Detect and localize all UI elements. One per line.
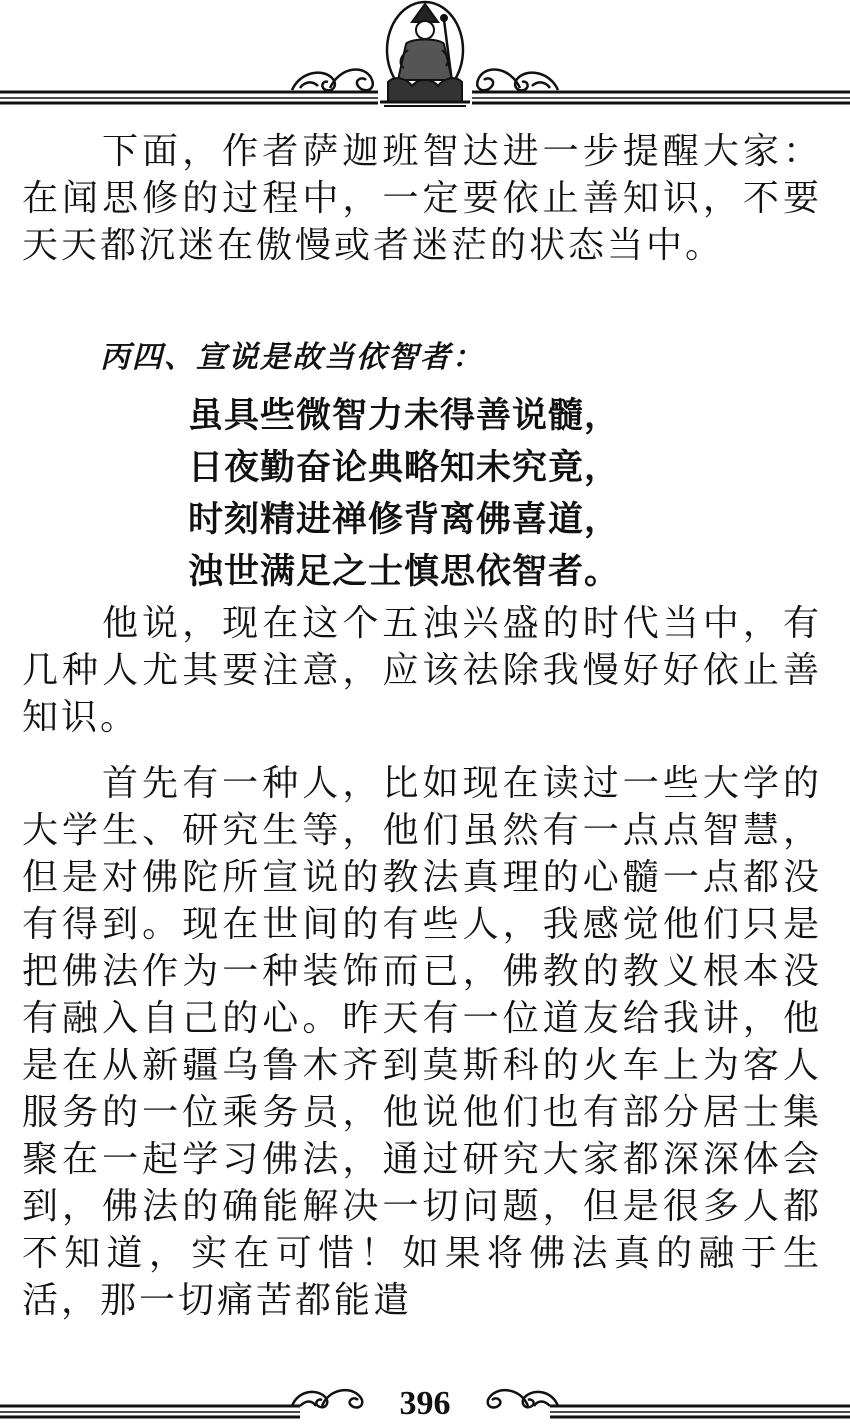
body-paragraph: 首先有一种人，比如现在读过一些大学的大学生、研究生等，他们虽然有一点点智慧，但是对佛陀所宣说的教法真理的心髓一点都没有得到。现在世间的有些人，我感觉他们只是把佛法作为一种装饰而已，佛教的教义根本没有融入自己的心。昨天有一位道友给我讲，他是在从新疆乌鲁木齐到莫斯科的火车上为客人服务的一位乘务员，他说他们也有部分居士集聚在一起学习佛法，通过研究大家都深深体会到，佛法的确能解决一切问题，但是很多人都不知道，实在可惜！如果将佛法真的融于生活，那一切痛苦都能遣 bbox=[22, 763, 822, 1321]
verse-line: 时刻精进禅修背离佛喜道， bbox=[188, 500, 621, 540]
body-paragraph: 他说，现在这个五浊兴盛的时代当中，有几种人尤其要注意，应该祛除我慢好好依止善知识。 bbox=[22, 603, 822, 738]
verse-block bbox=[188, 390, 620, 598]
verse-line: 日夜勤奋论典略知未究竟， bbox=[188, 448, 621, 488]
page-header bbox=[0, 0, 850, 112]
body-paragraph: 下面，作者萨迦班智达进一步提醒大家：在闻思修的过程中，一定要依止善知识，不要天天都沉迷在傲慢或者迷茫的状态当中。 bbox=[22, 131, 822, 266]
header-ornament bbox=[0, 0, 850, 112]
cloud-scroll-icon bbox=[477, 70, 558, 91]
cloud-scroll-icon bbox=[292, 70, 373, 91]
page-number: 396 bbox=[399, 1385, 451, 1422]
verse-line: 浊世满足之士慎思依智者。 bbox=[188, 552, 621, 592]
verse-line: 虽具些微智力未得善说髓， bbox=[188, 396, 621, 436]
padmasambhava-figure-icon bbox=[380, 2, 470, 106]
page-footer bbox=[0, 1376, 850, 1426]
section-heading: 丙四、宣说是故当依智者： bbox=[100, 340, 484, 375]
